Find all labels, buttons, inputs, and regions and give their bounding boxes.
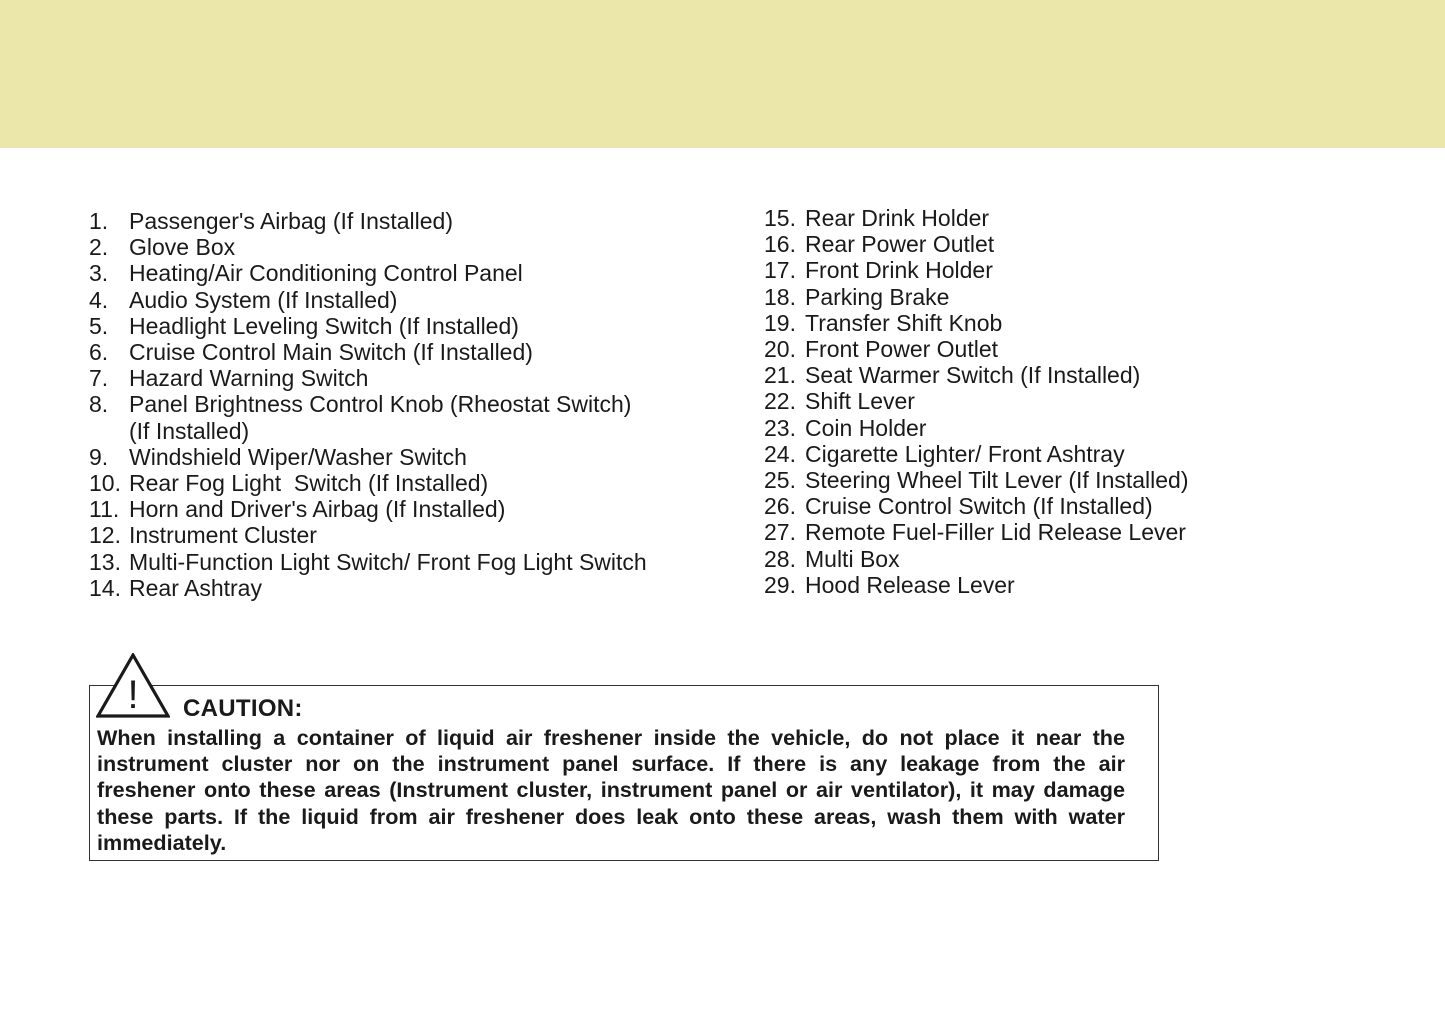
- item-number: 23.: [764, 414, 796, 441]
- item-number: 6.: [89, 339, 109, 366]
- item-label: Remote Fuel-Filler Lid Release Lever: [805, 519, 1186, 546]
- item-label: Passenger's Airbag (If Installed): [129, 208, 453, 234]
- list-item-continuation: [89, 418, 709, 444]
- list-item: [89, 313, 709, 339]
- item-label: Audio System (If Installed): [129, 286, 398, 313]
- list-item: [89, 522, 709, 548]
- item-number: 17.: [764, 257, 796, 284]
- item-label: Heating/Air Conditioning Control Panel: [129, 260, 523, 287]
- item-number: 5.: [89, 312, 109, 339]
- list-item: [89, 287, 709, 313]
- item-number: 22.: [764, 388, 796, 415]
- item-number: 7.: [89, 365, 109, 392]
- item-number: 29.: [764, 571, 796, 598]
- list-item: [89, 234, 709, 260]
- item-number: 3.: [89, 260, 109, 287]
- item-number: 1.: [89, 208, 109, 234]
- list-item: [764, 310, 1384, 336]
- item-number: 11.: [89, 496, 120, 523]
- list-item: [89, 496, 709, 522]
- item-number: 18.: [764, 283, 796, 310]
- component-list-left: [89, 208, 709, 601]
- item-label: Instrument Cluster: [129, 522, 317, 549]
- item-label: Parking Brake: [805, 283, 950, 310]
- list-item: [764, 388, 1384, 414]
- list-item: [89, 208, 709, 234]
- list-item: [764, 467, 1384, 493]
- item-label: Headlight Leveling Switch (If Installed): [129, 312, 519, 339]
- item-number: 20.: [764, 336, 796, 363]
- item-label: (If Installed): [129, 417, 250, 444]
- item-label: Horn and Driver's Airbag (If Installed): [129, 496, 506, 523]
- item-number: 25.: [764, 467, 796, 494]
- component-list-right: [764, 205, 1384, 598]
- item-label: Cruise Control Switch (If Installed): [805, 493, 1153, 520]
- list-item: [89, 391, 709, 417]
- item-label: Multi-Function Light Switch/ Front Fog Light Switch: [129, 548, 647, 575]
- list-item: [89, 470, 709, 496]
- item-label: Rear Fog Light Switch (If Installed): [129, 470, 489, 497]
- item-label: Rear Ashtray: [129, 574, 262, 601]
- item-label: Seat Warmer Switch (If Installed): [805, 362, 1141, 389]
- list-item: [764, 572, 1384, 598]
- list-item: [764, 205, 1384, 231]
- caution-title: CAUTION:: [183, 695, 303, 722]
- list-item: [89, 444, 709, 470]
- list-item: [764, 493, 1384, 519]
- item-number: 21.: [764, 362, 796, 389]
- item-label: Front Power Outlet: [805, 336, 999, 363]
- item-label: Multi Box: [805, 545, 900, 572]
- item-label: Coin Holder: [805, 414, 927, 441]
- list-item: [89, 339, 709, 365]
- item-label: Glove Box: [129, 234, 236, 261]
- item-label: Panel Brightness Control Knob (Rheostat Switch): [129, 391, 632, 418]
- list-item: [764, 231, 1384, 257]
- item-number: 24.: [764, 440, 796, 467]
- list-item: [764, 362, 1384, 388]
- list-item: [764, 415, 1384, 441]
- svg-text:!: !: [127, 673, 139, 717]
- caution-text: When installing a container of liquid air freshener inside the vehicle, do not place it near the instrument cluster nor on the instrument panel surface. If there is any leakage from the air freshener onto these areas (Instrument cluster, instrument panel or air ventilator), it may damage these parts. If the liquid from air freshener does leak onto these areas, wash them with water immediately.: [97, 725, 1125, 855]
- item-label: Cigarette Lighter/ Front Ashtray: [805, 440, 1125, 467]
- list-item: [89, 260, 709, 286]
- item-label: Steering Wheel Tilt Lever (If Installed): [805, 467, 1189, 494]
- warning-triangle-icon: [96, 653, 170, 719]
- item-number: 2.: [89, 234, 109, 261]
- item-label: Transfer Shift Knob: [805, 309, 1003, 336]
- item-number: 14.: [89, 574, 121, 601]
- item-number: 26.: [764, 493, 796, 520]
- item-label: Rear Power Outlet: [805, 231, 995, 258]
- list-item: [764, 257, 1384, 283]
- item-number: 28.: [764, 545, 796, 572]
- list-item: [89, 365, 709, 391]
- item-label: Hood Release Lever: [805, 571, 1015, 598]
- item-label: Hazard Warning Switch: [129, 365, 369, 392]
- list-item: [764, 284, 1384, 310]
- list-item: [764, 336, 1384, 362]
- item-number: 27.: [764, 519, 796, 546]
- list-item: [89, 575, 709, 601]
- item-label: Shift Lever: [805, 388, 915, 415]
- item-number: 4.: [89, 286, 109, 313]
- item-number: 8.: [89, 391, 109, 418]
- list-item: [764, 441, 1384, 467]
- item-number: 10.: [89, 470, 121, 497]
- item-number: 15.: [764, 205, 796, 231]
- item-label: Cruise Control Main Switch (If Installed): [129, 339, 533, 366]
- item-number: 19.: [764, 309, 796, 336]
- list-item: [764, 519, 1384, 545]
- item-label: Front Drink Holder: [805, 257, 993, 284]
- item-label: Windshield Wiper/Washer Switch: [129, 443, 467, 470]
- item-label: Rear Drink Holder: [805, 205, 990, 231]
- item-number: 13.: [89, 548, 121, 575]
- list-item: [764, 546, 1384, 572]
- header-band: [0, 0, 1445, 148]
- list-item: [89, 549, 709, 575]
- item-number: 16.: [764, 231, 796, 258]
- item-number: 9.: [89, 443, 109, 470]
- item-number: 12.: [89, 522, 121, 549]
